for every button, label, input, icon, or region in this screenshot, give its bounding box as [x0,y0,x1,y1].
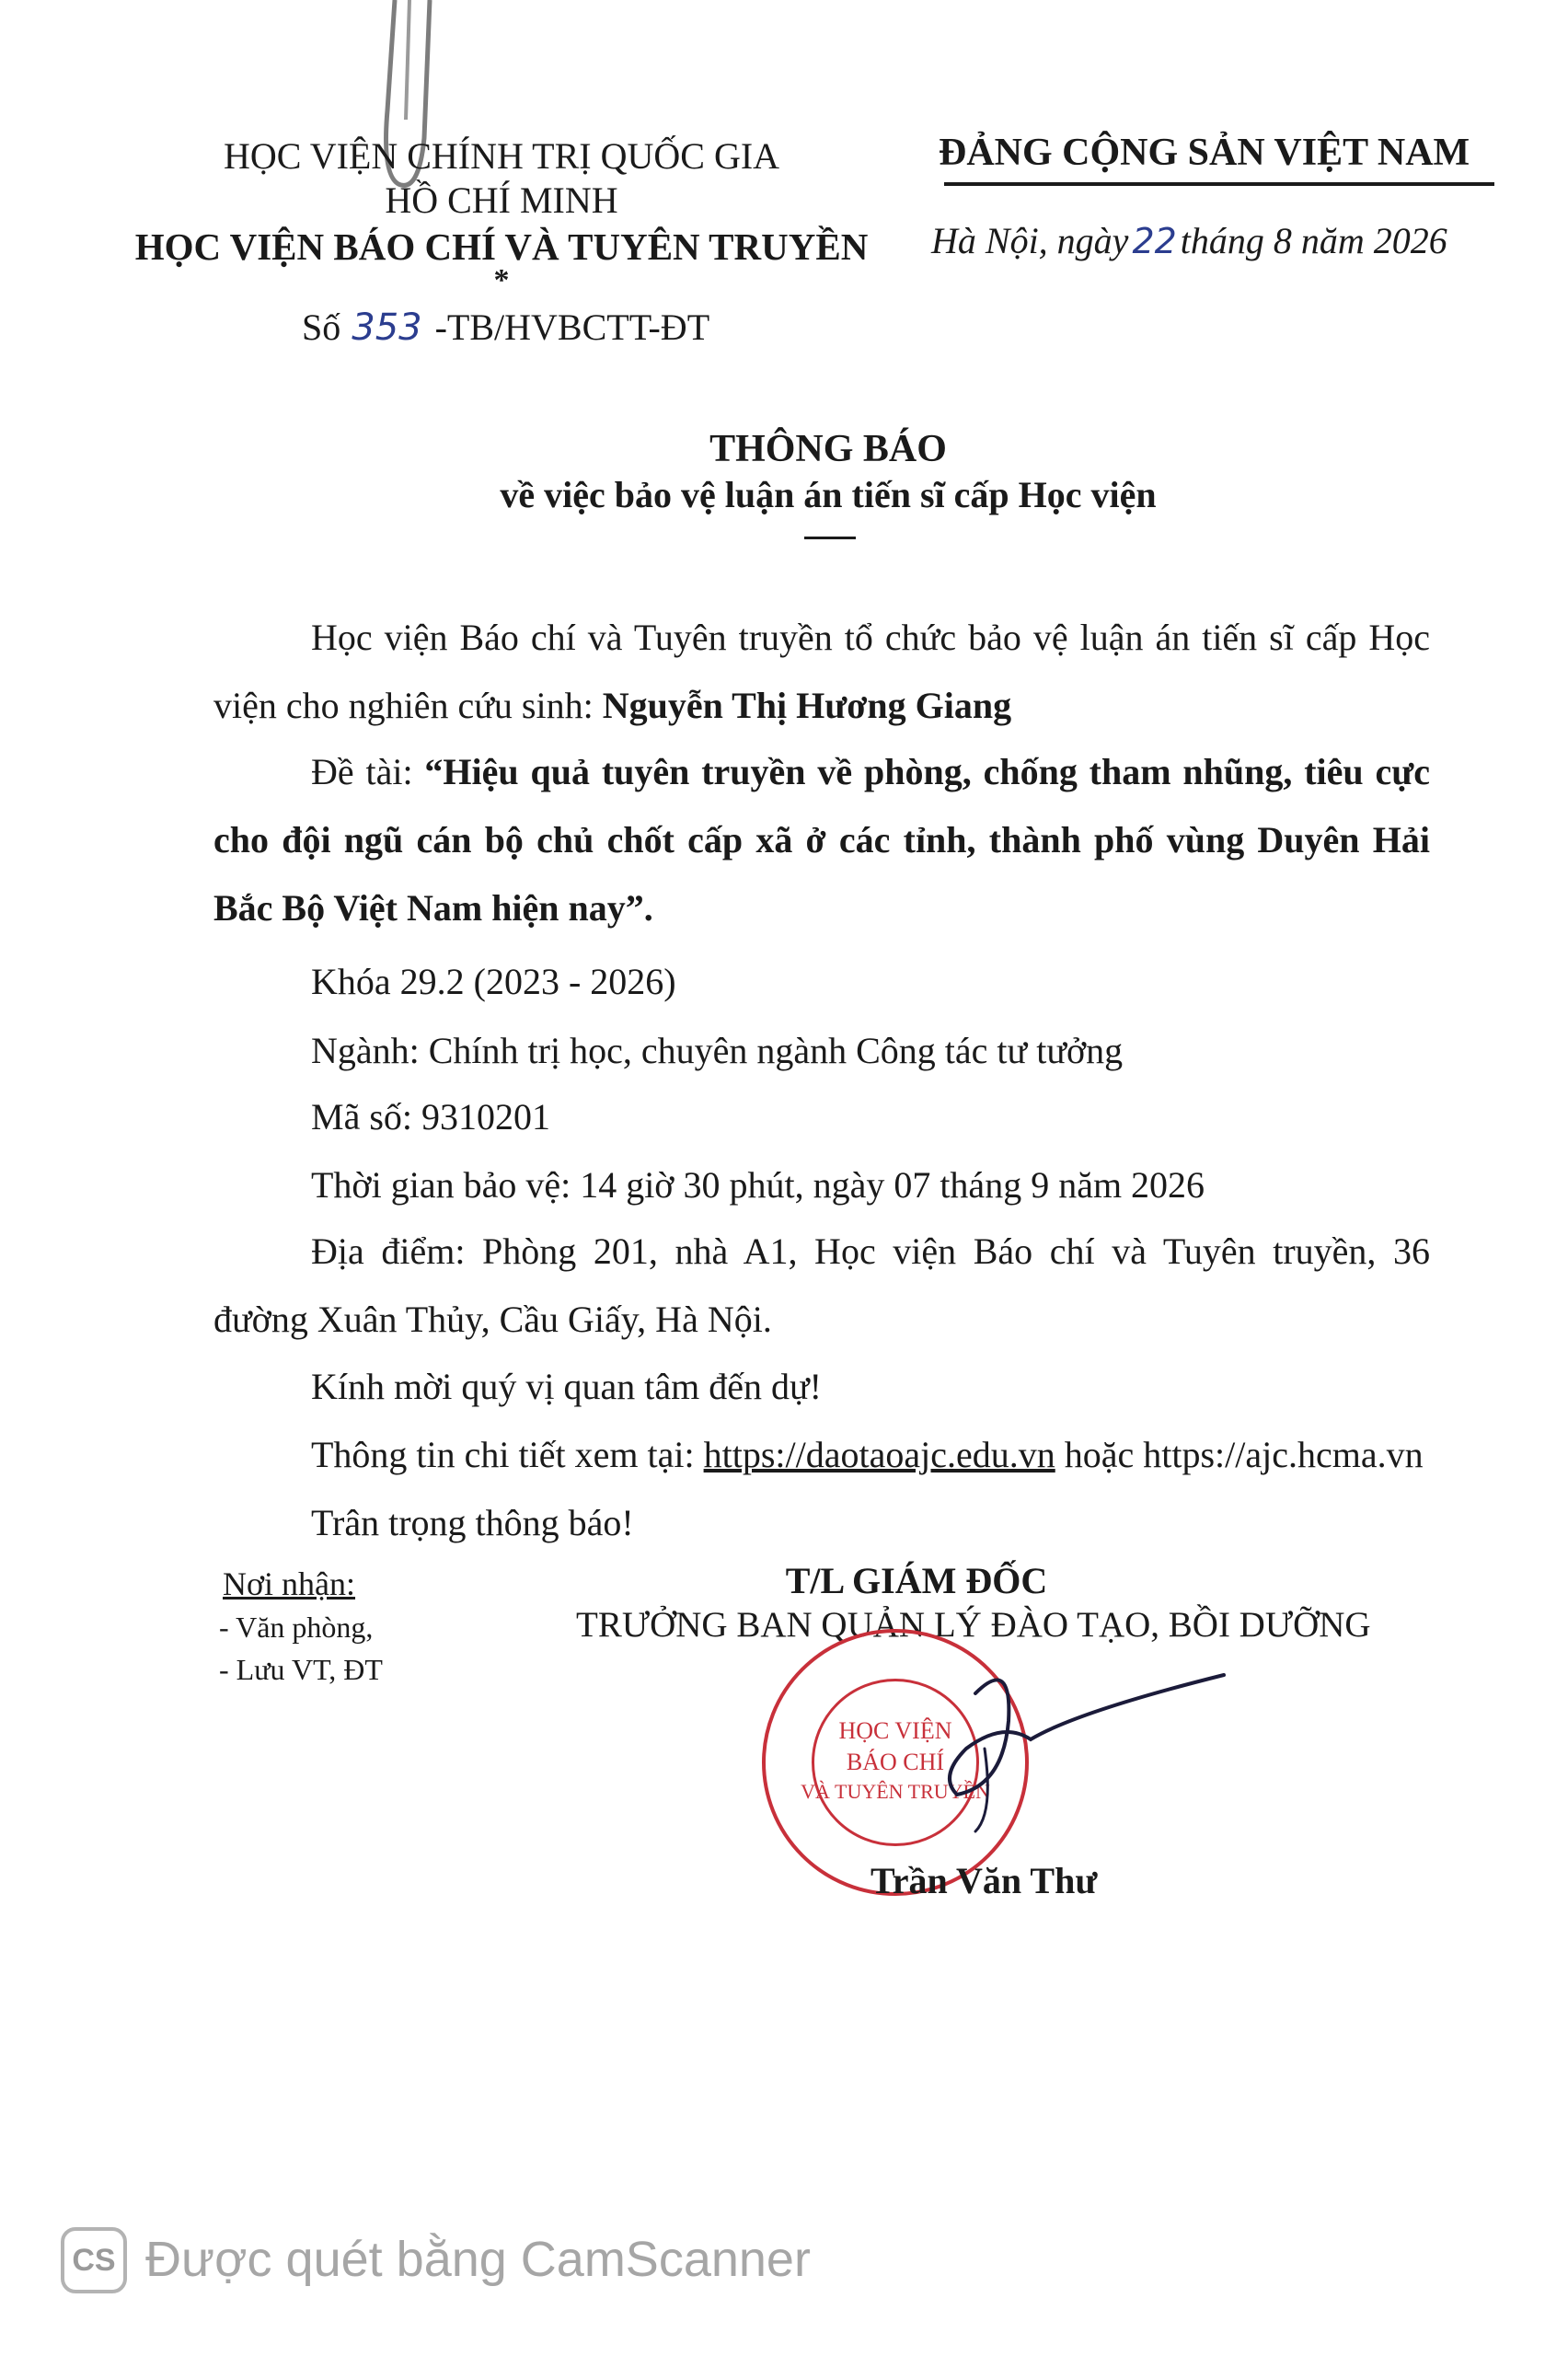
handwritten-signature [920,1638,1233,1841]
major-line: Ngành: Chính trị học, chuyên ngành Công tác tư tưởng [311,1030,1124,1071]
closing-line: Trân trọng thông báo! [311,1502,634,1543]
recipient-item: - Văn phòng, [219,1611,374,1644]
document-number [302,306,709,349]
seal-line2: BÁO CHÍ [846,1749,945,1775]
title-divider [804,537,856,539]
header-star: * [493,263,510,297]
code-line: Mã số: 9310201 [311,1096,550,1138]
info-or: hoặc [1064,1434,1135,1475]
info-line [311,1421,1424,1489]
invite-line: Kính mời quý vị quan tâm đến dự! [311,1366,822,1407]
seal-line3: VÀ TUYÊN TRUYỀN [801,1780,990,1803]
date-day-handwritten: 22 [1132,221,1177,261]
org-name: HỌC VIỆN BÁO CHÍ VÀ TUYÊN TRUYỀN [134,225,869,268]
date-line [931,219,1447,262]
info-link-daotao[interactable]: https://daotaoajc.edu.vn [703,1434,1055,1475]
seal-line1: HỌC VIỆN [838,1717,952,1744]
course-line: Khóa 29.2 (2023 - 2026) [311,961,676,1002]
candidate-name: Nguyễn Thị Hương Giang [602,685,1012,726]
camscanner-logo-icon: CS [61,2227,127,2293]
intro-text: Học viện Báo chí và Tuyên truyền tổ chức bảo vệ luận án tiến sĩ cấp Học viện cho nghiên cứu sinh: [213,617,1430,726]
signature-position: TRƯỞNG BAN QUẢN LÝ ĐÀO TẠO, BỒI DƯỠNG [576,1605,1371,1645]
time-line: Thời gian bảo vệ: 14 giờ 30 phút, ngày 07 tháng 9 năm 2026 [311,1164,1205,1206]
party-underline [944,182,1494,186]
parent-org-line2: HỒ CHÍ MINH [385,179,618,221]
location-paragraph: Địa điểm: Phòng 201, nhà A1, Học viện Báo chí và Tuyên truyền, 36 đường Xuân Thủy, Cầu Giấy, Hà Nội. [213,1230,1430,1340]
number-handwritten: 353 [352,306,422,349]
number-prefix: Số [302,306,341,348]
info-prefix: Thông tin chi tiết xem tại: [311,1434,695,1475]
topic-text: “Hiệu quả tuyên truyền về phòng, chống tham nhũng, tiêu cực cho đội ngũ cán bộ chủ chốt cấp xã ở các tỉnh, thành phố vùng Duyên Hải Bắc Bộ Việt Nam hiện nay”. [213,751,1430,929]
topic-paragraph [213,738,1430,942]
camscanner-watermark: Được quét bằng CamScanner [145,2232,811,2287]
topic-label: Đề tài: [311,751,413,792]
doc-subtitle: về việc bảo vệ luận án tiến sĩ cấp Học viện [500,474,1157,515]
party-name: ĐẢNG CỘNG SẢN VIỆT NAM [939,132,1470,174]
date-prefix: Hà Nội, ngày [931,220,1129,261]
parent-org-line1: HỌC VIỆN CHÍNH TRỊ QUỐC GIA [223,135,780,177]
intro-paragraph [213,604,1430,740]
recipient-item: - Lưu VT, ĐT [219,1653,383,1686]
doc-title: THÔNG BÁO [709,428,947,470]
date-suffix: tháng 8 năm 2026 [1180,220,1447,261]
recipients-label: Nơi nhận: [223,1565,356,1602]
signature-title: T/L GIÁM ĐỐC [785,1560,1048,1601]
info-link-ajc[interactable]: https://ajc.hcma.vn [1143,1434,1424,1475]
number-suffix: -TB/HVBCTT-ĐT [434,306,710,348]
signer-name: Trần Văn Thư [870,1860,1098,1901]
